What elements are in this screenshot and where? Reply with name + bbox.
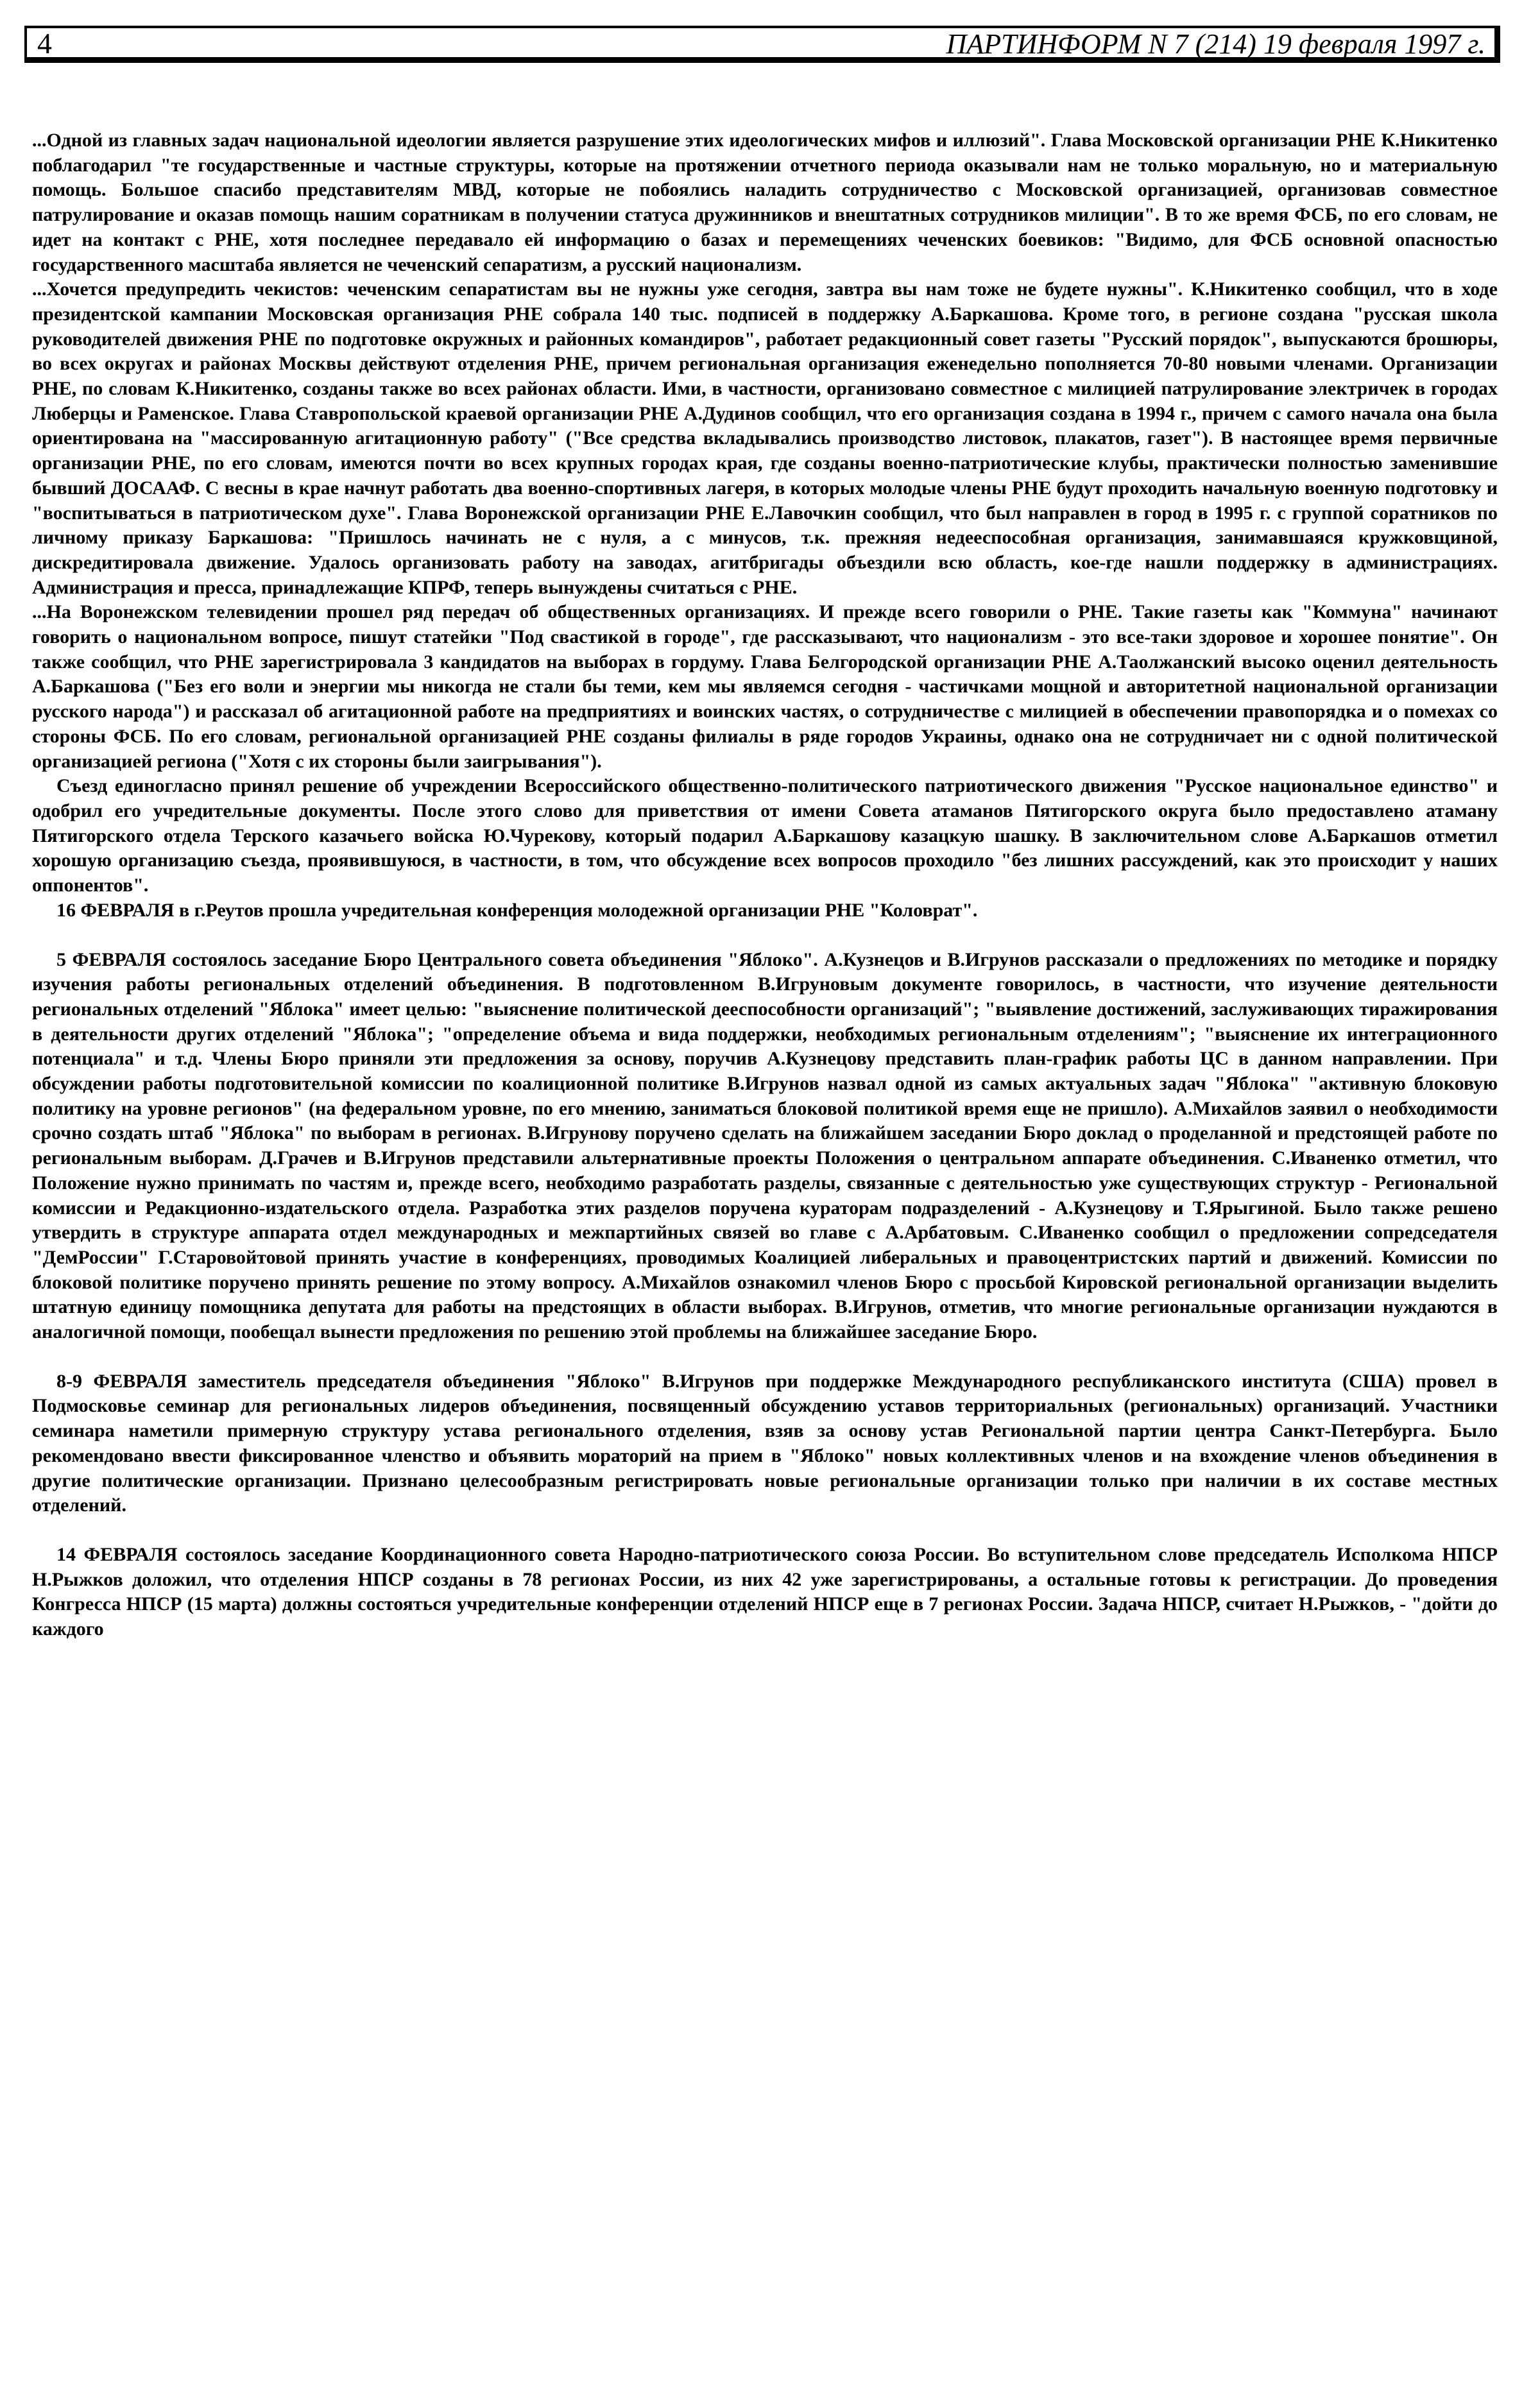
paragraph: 14 ФЕВРАЛЯ состоялось заседание Координационного совета Народно-патриотического союза России. Во вступительном слове председатель Исполкома НПСР Н.Рыжков доложил, что отделения НПСР созданы в 78 регионах России, из них 42 уже зарегистрированы, а остальные готовы к регистрации. До проведения Конгресса НПСР (15 марта) должны состояться учредительные конференции отделений НПСР еще в 7 регионах России. Задача НПСР, считает Н.Рыжков, - "дойти до каждого: [32, 1543, 1498, 1640]
article-body: [32, 128, 1498, 1642]
page-header: [24, 26, 1500, 63]
paragraph: ...Хочется предупредить чекистов: чеченским сепаратистам вы не нужны уже сегодня, завтра вы нам тоже не будете нужны". К.Никитенко сообщил, что в ходе президентской кампании Московская организация РНЕ собрала 140 тыс. подписей в поддержку А.Баркашова. Кроме того, в регионе создана "русская школа руководителей движения РНЕ по подготовке окружных и районных командиров", работает редакционный совет газеты "Русский порядок", выпускаются брошюры, во всех округах и районах Москвы действуют отделения РНЕ, причем региональная организация еженедельно пополняется 70-80 новыми членами. Организации РНЕ, по словам К.Никитенко, созданы также во всех районах области. Ими, в частности, организовано совместное с милицией патрулирование электричек в городах Люберцы и Раменское. Глава Ставропольской краевой организации РНЕ А.Дудинов сообщил, что его организация создана в 1994 г., причем с самого начала она была ориентирована на "массированную агитационную работу" ("Все средства вкладывались производство листовок, плакатов, газет"). В настоящее время первичные организации РНЕ, по его словам, имеются почти во всех крупных городах края, где созданы военно-патриотические клубы, практически полностью заменившие бывший ДОСААФ. С весны в крае начнут работать два военно-спортивных лагеря, в которых молодые члены РНЕ будут проходить начальную военную подготовку и "воспитываться в патриотическом духе". Глава Воронежской организации РНЕ Е.Лавочкин сообщил, что был направлен в город в 1995 г. с группой соратников по личному приказу Баркашова: "Пришлось начинать не с нуля, а с минусов, т.к. прежняя недееспособная организация, занимавшаяся кружковщиной, дискредитировала движение. Удалось организовать работу на заводах, агитбригады объездили всю область, кое-где нашли поддержку в администрациях. Администрация и пресса, принадлежащие КПРФ, теперь вынуждены считаться с РНЕ.: [32, 278, 1498, 598]
paragraph: ...На Воронежском телевидении прошел ряд передач об общественных организациях. И прежде всего говорили о РНЕ. Такие газеты как "Коммуна" начинают говорить о национальном вопросе, пишут статейки "Под свастикой в городе", где рассказывают, что национализм - это все-таки здоровое и хорошее понятие". Он также сообщил, что РНЕ зарегистрировала 3 кандидатов на выборах в гордуму. Глава Белгородской организации РНЕ А.Таолжанский высоко оценил деятельность А.Баркашова ("Без его воли и энергии мы никогда не стали бы теми, кем мы являемся сегодня - частичками мощной и авторитетной национальной организации русского народа") и рассказал об агитационной работе на предприятиях и воинских частях, о сотрудничестве с милицией в обеспечении правопорядка и о помехах со стороны ФСБ. По его словам, региональной организацией РНЕ созданы филиалы в ряде городов Украины, однако она не сотрудничает ни с одной политической организацией региона ("Хотя с их стороны были заигрывания").: [32, 601, 1498, 772]
paragraph: 8-9 ФЕВРАЛЯ заместитель председателя объединения "Яблоко" В.Игрунов при поддержке Международного республиканского института (США) провел в Подмосковье семинар для региональных лидеров объединения, посвященный обсуждению уставов территориальных (региональных) организаций. Участники семинара наметили примерную структуру устава регионального отделения, взяв за основу устав Региональной партии центра Санкт-Петербурга. Было рекомендовано ввести фиксированное членство и объявить мораторий на прием в "Яблоко" новых коллективных членов и на вхождение членов объединения в другие политические организации. Признано целесообразным регистрировать новые региональные организации только при наличии в их составе местных отделений.: [32, 1370, 1498, 1516]
paragraph: ...Одной из главных задач национальной идеологии является разрушение этих идеологических мифов и иллюзий". Глава Московской организации РНЕ К.Никитенко поблагодарил "те государственные и частные структуры, которые на протяжении отчетного периода оказывали нам не только моральную, но и материальную помощь. Большое спасибо представителям МВД, которые не побоялись наладить сотрудничество с Московской организацией, организовав совместное патрулирование и оказав помощь нашим соратникам в получении статуса дружинников и внештатных сотрудников милиции". В то же время ФСБ, по его словам, не идет на контакт с РНЕ, хотя последнее передавало ей информацию о базах и перемещениях чеченских боевиков: "Видимо, для ФСБ основной опасностью государственного масштаба является не чеченский сепаратизм, а русский национализм.: [32, 130, 1498, 275]
publication-title: ПАРТИНФОРМ N 7 (214) 19 февраля 1997 г.: [946, 28, 1485, 60]
paragraph: Съезд единогласно принял решение об учреждении Всероссийского общественно-политического патриотического движения "Русское национальное единство" и одобрил его учредительные документы. После этого слово для приветствия от имени Совета атаманов Пятигорского округа было предоставлено атаману Пятигорского отдела Терского казачьего войска Ю.Чурекову, который подарил А.Баркашову казацкую шашку. В заключительном слове А.Баркашов отметил хорошую организацию съезда, проявившуюся, в частности, в том, что обсуждение всех вопросов проходило "без лишних рассуждений, как это происходит у наших оппонентов".: [32, 775, 1498, 896]
page-number: 4: [37, 27, 52, 60]
paragraph: 16 ФЕВРАЛЯ в г.Реутов прошла учредительная конференция молодежной организации РНЕ "Коловрат".: [56, 899, 978, 921]
paragraph: 5 ФЕВРАЛЯ состоялось заседание Бюро Центрального совета объединения "Яблоко". А.Кузнецов и В.Игрунов рассказали о предложениях по методике и порядку изучения работы региональных отделений объединения. В подготовленном В.Игруновым документе говорилось, в частности, что изучение деятельности региональных отделений "Яблока" имеет целью: "выяснение политической дееспособности организаций"; "выявление достижений, заслуживающих тиражирования в деятельности других отделений "Яблока"; "определение объема и вида поддержки, необходимых региональным отделениям"; "выяснение их интеграционного потенциала" и т.д. Члены Бюро приняли эти предложения за основу, поручив А.Кузнецову представить план-график работы ЦС в данном направлении. При обсуждении работы подготовительной комиссии по коалиционной политике В.Игрунов назвал одной из самых актуальных задач "Яблока" "активную блоковую политику на уровне регионов" (на федеральном уровне, по его мнению, заниматься блоковой политикой время еще не пришло). А.Михайлов заявил о необходимости срочно создать штаб "Яблока" по выборам в регионах. В.Игрунову поручено сделать на ближайшем заседании Бюро доклад о проделанной и предстоящей работе по региональным выборам. Д.Грачев и В.Игрунов представили альтернативные проекты Положения о центральном аппарате объединения. С.Иваненко отметил, что Положение нужно принимать по частям и, прежде всего, необходимо разработать разделы, связанные с деятельностью уже существующих структур - Региональной комиссии и Редакционно-издательского отдела. Разработка этих разделов поручена кураторам подразделений - А.Кузнецову и Т.Ярыгиной. Было также решено утвердить в структуре аппарата отдел международных и межпартийных связей во главе с А.Арбатовым. С.Иваненко сообщил о предложении сопредседателя "ДемРоссии" Г.Старовойтовой принять участие в конференциях, проводимых Коалицией либеральных и правоцентристских партий и движений. Комиссии по блоковой политике поручено принять решение по этому вопросу. А.Михайлов ознакомил членов Бюро с просьбой Кировской региональной организации выделить штатную единицу помощника депутата для работы на предстоящих в области выборах. В.Игрунов, отметив, что многие региональные организации нуждаются в аналогичной помощи, пообещал вынести предложения по решению этой проблемы на ближайшее заседание Бюро.: [32, 948, 1498, 1343]
